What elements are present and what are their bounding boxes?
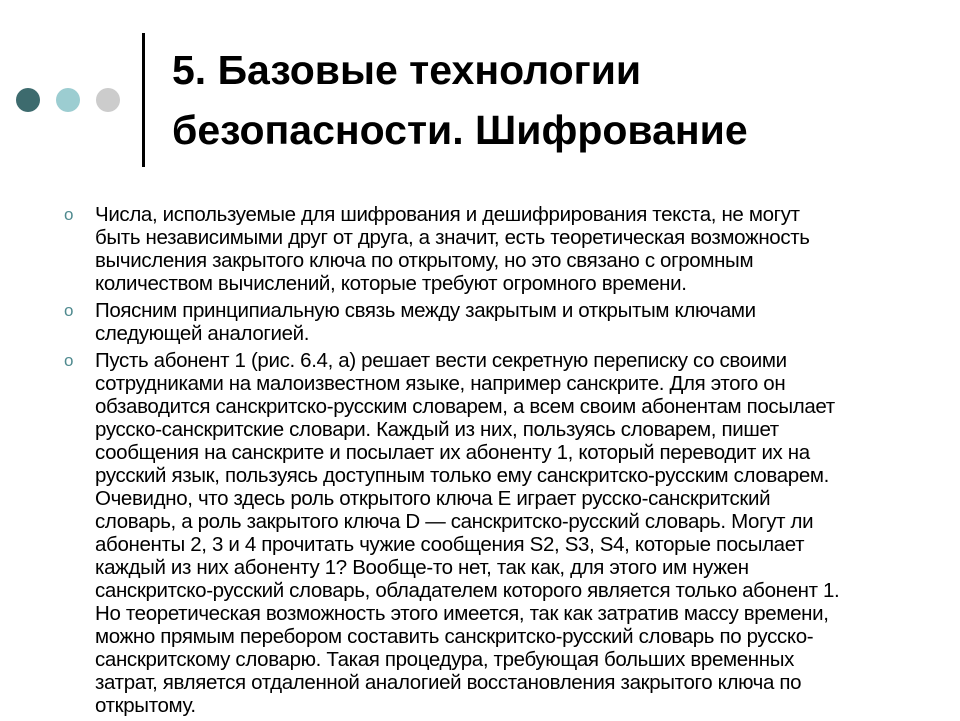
bullet-text-line: следующей аналогией.: [95, 322, 310, 345]
bullet-icon: o: [64, 351, 74, 370]
bullet-list: [64, 203, 954, 721]
bullet-text-line: русско-санскритские словари. Каждый из них, пользуясь словарем, пишет: [95, 418, 779, 441]
bullet-text-line: санскритско-русский словарь, обладателем которого является только абонент 1.: [95, 579, 840, 602]
bullet-text-line: Поясним принципиальную связь между закрытым и открытым ключами: [95, 299, 756, 322]
bullet-text-line: можно прямым перебором составить санскритско-русский словарь по русско-: [95, 625, 814, 648]
decor-dot-light: [56, 88, 80, 112]
bullet-text-line: каждый из них абоненту 1? Вообще-то нет, так как, для этого им нужен: [95, 556, 749, 579]
bullet-text-line: количеством вычислений, которые требуют огромного времени.: [95, 272, 687, 295]
bullet-text-line: сотрудниками на малоизвестном языке, например санскрите. Для этого он: [95, 372, 786, 395]
bullet-text-line: вычисления закрытого ключа по открытому, но это связано с огромным: [95, 249, 754, 272]
bullet-text-line: Пусть абонент 1 (рис. 6.4, а) решает вести секретную переписку со своими: [95, 349, 787, 372]
bullet-text-line: словарь, а роль закрытого ключа D — санскритско-русский словарь. Могут ли: [95, 510, 814, 533]
bullet-text-line: быть независимыми друг от друга, а значит, есть теоретическая возможность: [95, 226, 810, 249]
decor-dot-dark: [16, 88, 40, 112]
bullet-item: [64, 299, 954, 345]
slide-title: [172, 40, 748, 160]
decor-dot-gray: [96, 88, 120, 112]
bullet-text-line: Но теоретическая возможность этого имеется, так как затратив массу времени,: [95, 602, 829, 625]
bullet-text-line: сообщения на санскрите и посылает их абоненту 1, который переводит их на: [95, 441, 810, 464]
bullet-text-line: обзаводится санскритско-русским словарем, а всем своим абонентам посылает: [95, 395, 835, 418]
bullet-icon: o: [64, 205, 74, 224]
bullet-item: [64, 203, 954, 295]
title-line: безопасности. Шифрование: [172, 107, 748, 153]
bullet-text-line: абоненты 2, 3 и 4 прочитать чужие сообщения S2, S3, S4, которые посылает: [95, 533, 805, 556]
bullet-text-line: затрат, является отдаленной аналогией восстановления закрытого ключа по: [95, 671, 802, 694]
bullet-text-line: открытому.: [95, 694, 196, 717]
title-line: 5. Базовые технологии: [172, 47, 642, 93]
bullet-item: [64, 349, 954, 717]
title-divider: [142, 33, 145, 167]
bullet-text-line: русский язык, пользуясь доступным только ему санскритско-русским словарем.: [95, 464, 829, 487]
bullet-icon: o: [64, 301, 74, 320]
bullet-text-line: санскритскому словарю. Такая процедура, требующая больших временных: [95, 648, 795, 671]
bullet-text-line: Очевидно, что здесь роль открытого ключа E играет русско-санскритский: [95, 487, 771, 510]
bullet-text-line: Числа, используемые для шифрования и дешифрирования текста, не могут: [95, 203, 800, 226]
